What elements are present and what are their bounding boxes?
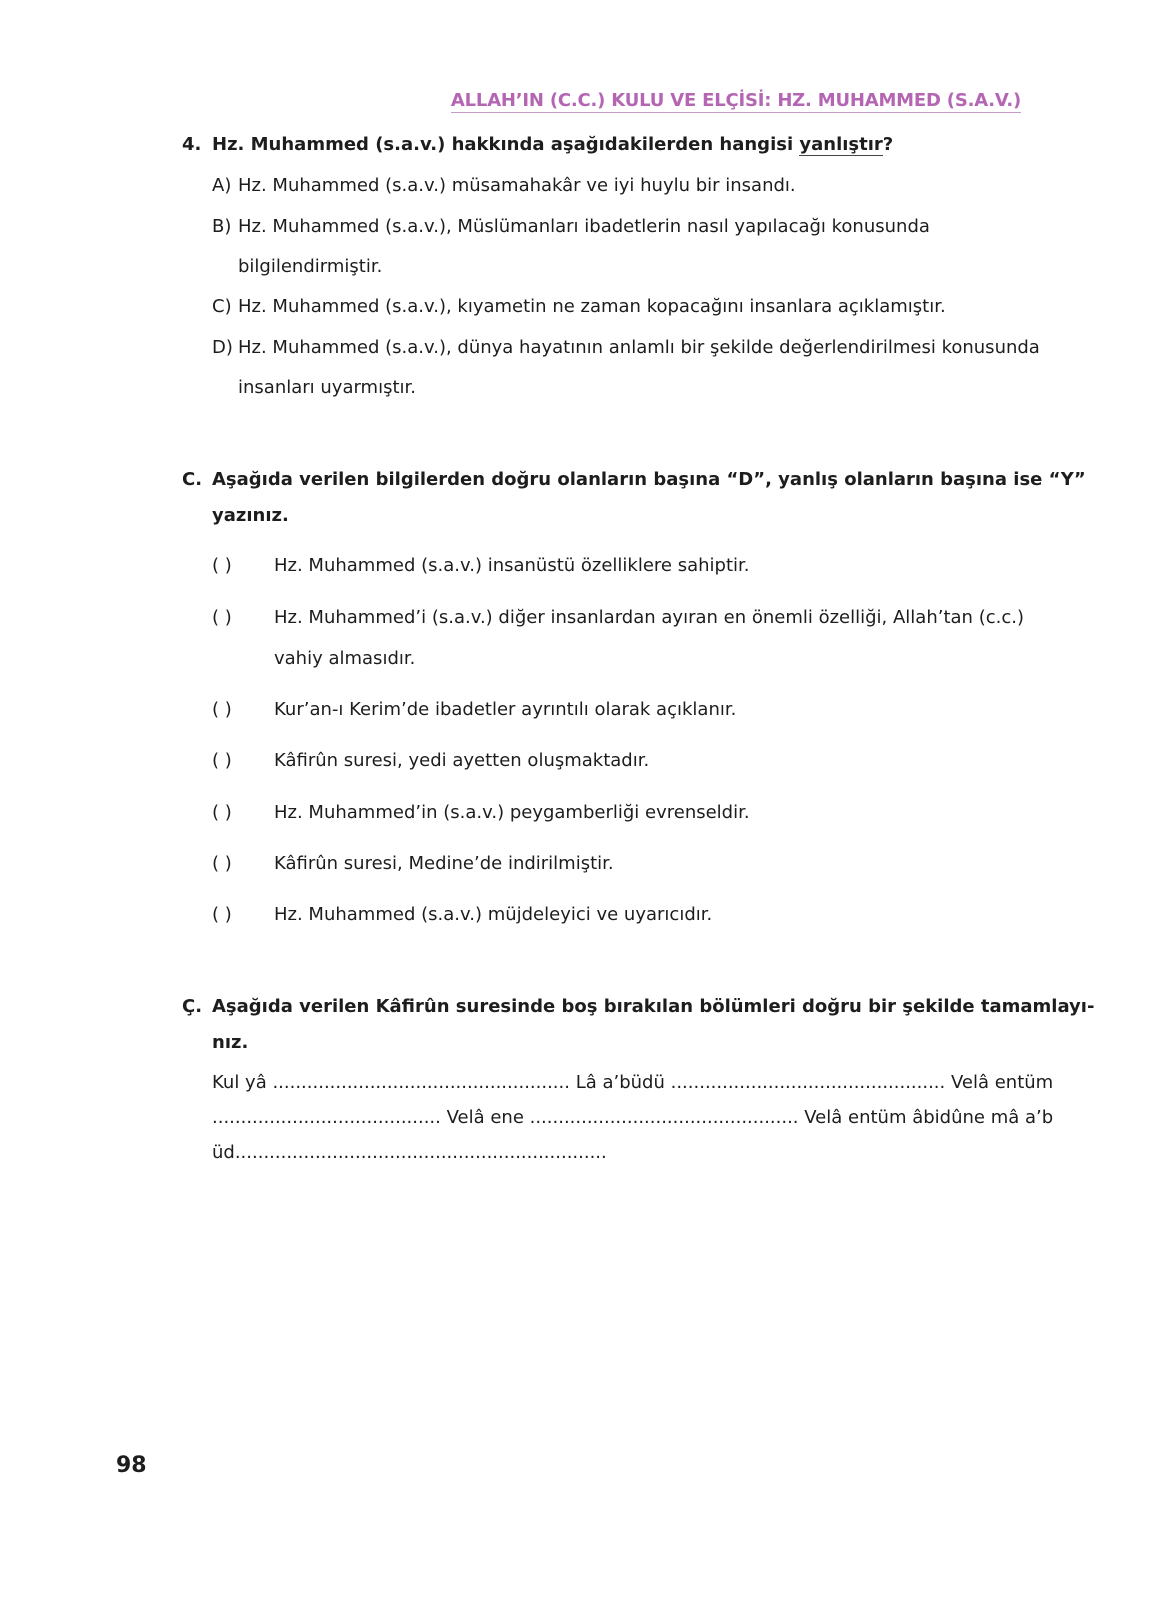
true-false-item	[212, 750, 650, 771]
true-false-item	[212, 555, 750, 576]
question-number: 4.	[182, 134, 202, 155]
statement-text: Hz. Muhammed’i (s.a.v.) diğer insanlardan ayıran en önemli özelliği, Allah’tan (c.c.)	[274, 607, 1024, 628]
fill-in-line[interactable]: Kul yâ .................................................... Lâ a’büdü ................................................ Velâ entüm	[212, 1072, 1054, 1093]
statement-text: Kur’an-ı Kerim’de ibadetler ayrıntılı olarak açıklanır.	[274, 699, 737, 720]
statement-text: Hz. Muhammed’in (s.a.v.) peygamberliği evrenseldir.	[274, 802, 750, 823]
option-a	[212, 175, 796, 196]
option-b	[212, 216, 930, 277]
statement-text: Hz. Muhammed (s.a.v.) insanüstü özelliklere sahiptir.	[274, 555, 750, 576]
section-cc-label: Ç.	[182, 996, 203, 1017]
section-c-label: C.	[182, 469, 203, 490]
true-false-item	[212, 607, 1024, 669]
question-text: Hz. Muhammed (s.a.v.) hakkında aşağıdakilerden hangisi	[212, 134, 800, 155]
answer-blank[interactable]: ( )	[212, 699, 232, 720]
true-false-item	[212, 802, 750, 823]
option-text-cont: insanları uyarmıştır.	[238, 377, 416, 398]
answer-blank[interactable]: ( )	[212, 853, 232, 874]
statement-text: Kâfirûn suresi, Medine’de indirilmiştir.	[274, 853, 614, 874]
true-false-item	[212, 699, 737, 720]
chapter-title: ALLAH’IN (C.C.) KULU VE ELÇİSİ: HZ. MUHAMMED (S.A.V.)	[450, 90, 1021, 111]
option-text-cont: bilgilendirmiştir.	[238, 256, 383, 277]
option-d	[212, 337, 1040, 398]
option-letter: C)	[212, 296, 232, 317]
option-c	[212, 296, 946, 317]
answer-blank[interactable]: ( )	[212, 904, 232, 925]
option-text: Hz. Muhammed (s.a.v.) müsamahakâr ve iyi huylu bir insandı.	[238, 175, 796, 196]
statement-text: Hz. Muhammed (s.a.v.) müjdeleyici ve uyarıcıdır.	[274, 904, 713, 925]
true-false-item	[212, 904, 713, 925]
option-letter: D)	[212, 337, 233, 358]
page-number: 98	[116, 1453, 147, 1478]
section-c-instruction: Aşağıda verilen bilgilerden doğru olanların başına “D”, yanlış olanların başına ise “Y”	[212, 469, 1086, 490]
option-letter: A)	[212, 175, 232, 196]
section-cc-instruction: Aşağıda verilen Kâfirûn suresinde boş bırakılan bölümleri doğru bir şekilde tamamlayı-	[212, 996, 1095, 1017]
answer-blank[interactable]: ( )	[212, 802, 232, 823]
section-c-instruction-cont: yazınız.	[212, 505, 289, 526]
statement-text: Kâfirûn suresi, yedi ayetten oluşmaktadır.	[274, 750, 650, 771]
section-cc-instruction-cont: nız.	[212, 1032, 249, 1053]
question-underlined-word: yanlıştır	[799, 134, 883, 155]
answer-blank[interactable]: ( )	[212, 750, 232, 771]
question-mark: ?	[882, 134, 894, 155]
statement-text-cont: vahiy almasıdır.	[274, 648, 416, 669]
true-false-item	[212, 853, 614, 874]
answer-blank[interactable]: ( )	[212, 607, 232, 628]
option-text: Hz. Muhammed (s.a.v.), dünya hayatının anlamlı bir şekilde değerlendirilmesi konusunda	[238, 337, 1040, 358]
question-4-heading	[182, 134, 893, 155]
option-letter: B)	[212, 216, 232, 237]
option-text: Hz. Muhammed (s.a.v.), kıyametin ne zaman kopacağını insanlara açıklamıştır.	[238, 296, 946, 317]
fill-in-line[interactable]: üd.................................................................	[212, 1142, 607, 1163]
option-text: Hz. Muhammed (s.a.v.), Müslümanları ibadetlerin nasıl yapılacağı konusunda	[238, 216, 930, 237]
answer-blank[interactable]: ( )	[212, 555, 232, 576]
fill-in-line[interactable]: ........................................ Velâ ene ............................................... Velâ entüm âbidûne mâ a’b	[212, 1107, 1054, 1128]
